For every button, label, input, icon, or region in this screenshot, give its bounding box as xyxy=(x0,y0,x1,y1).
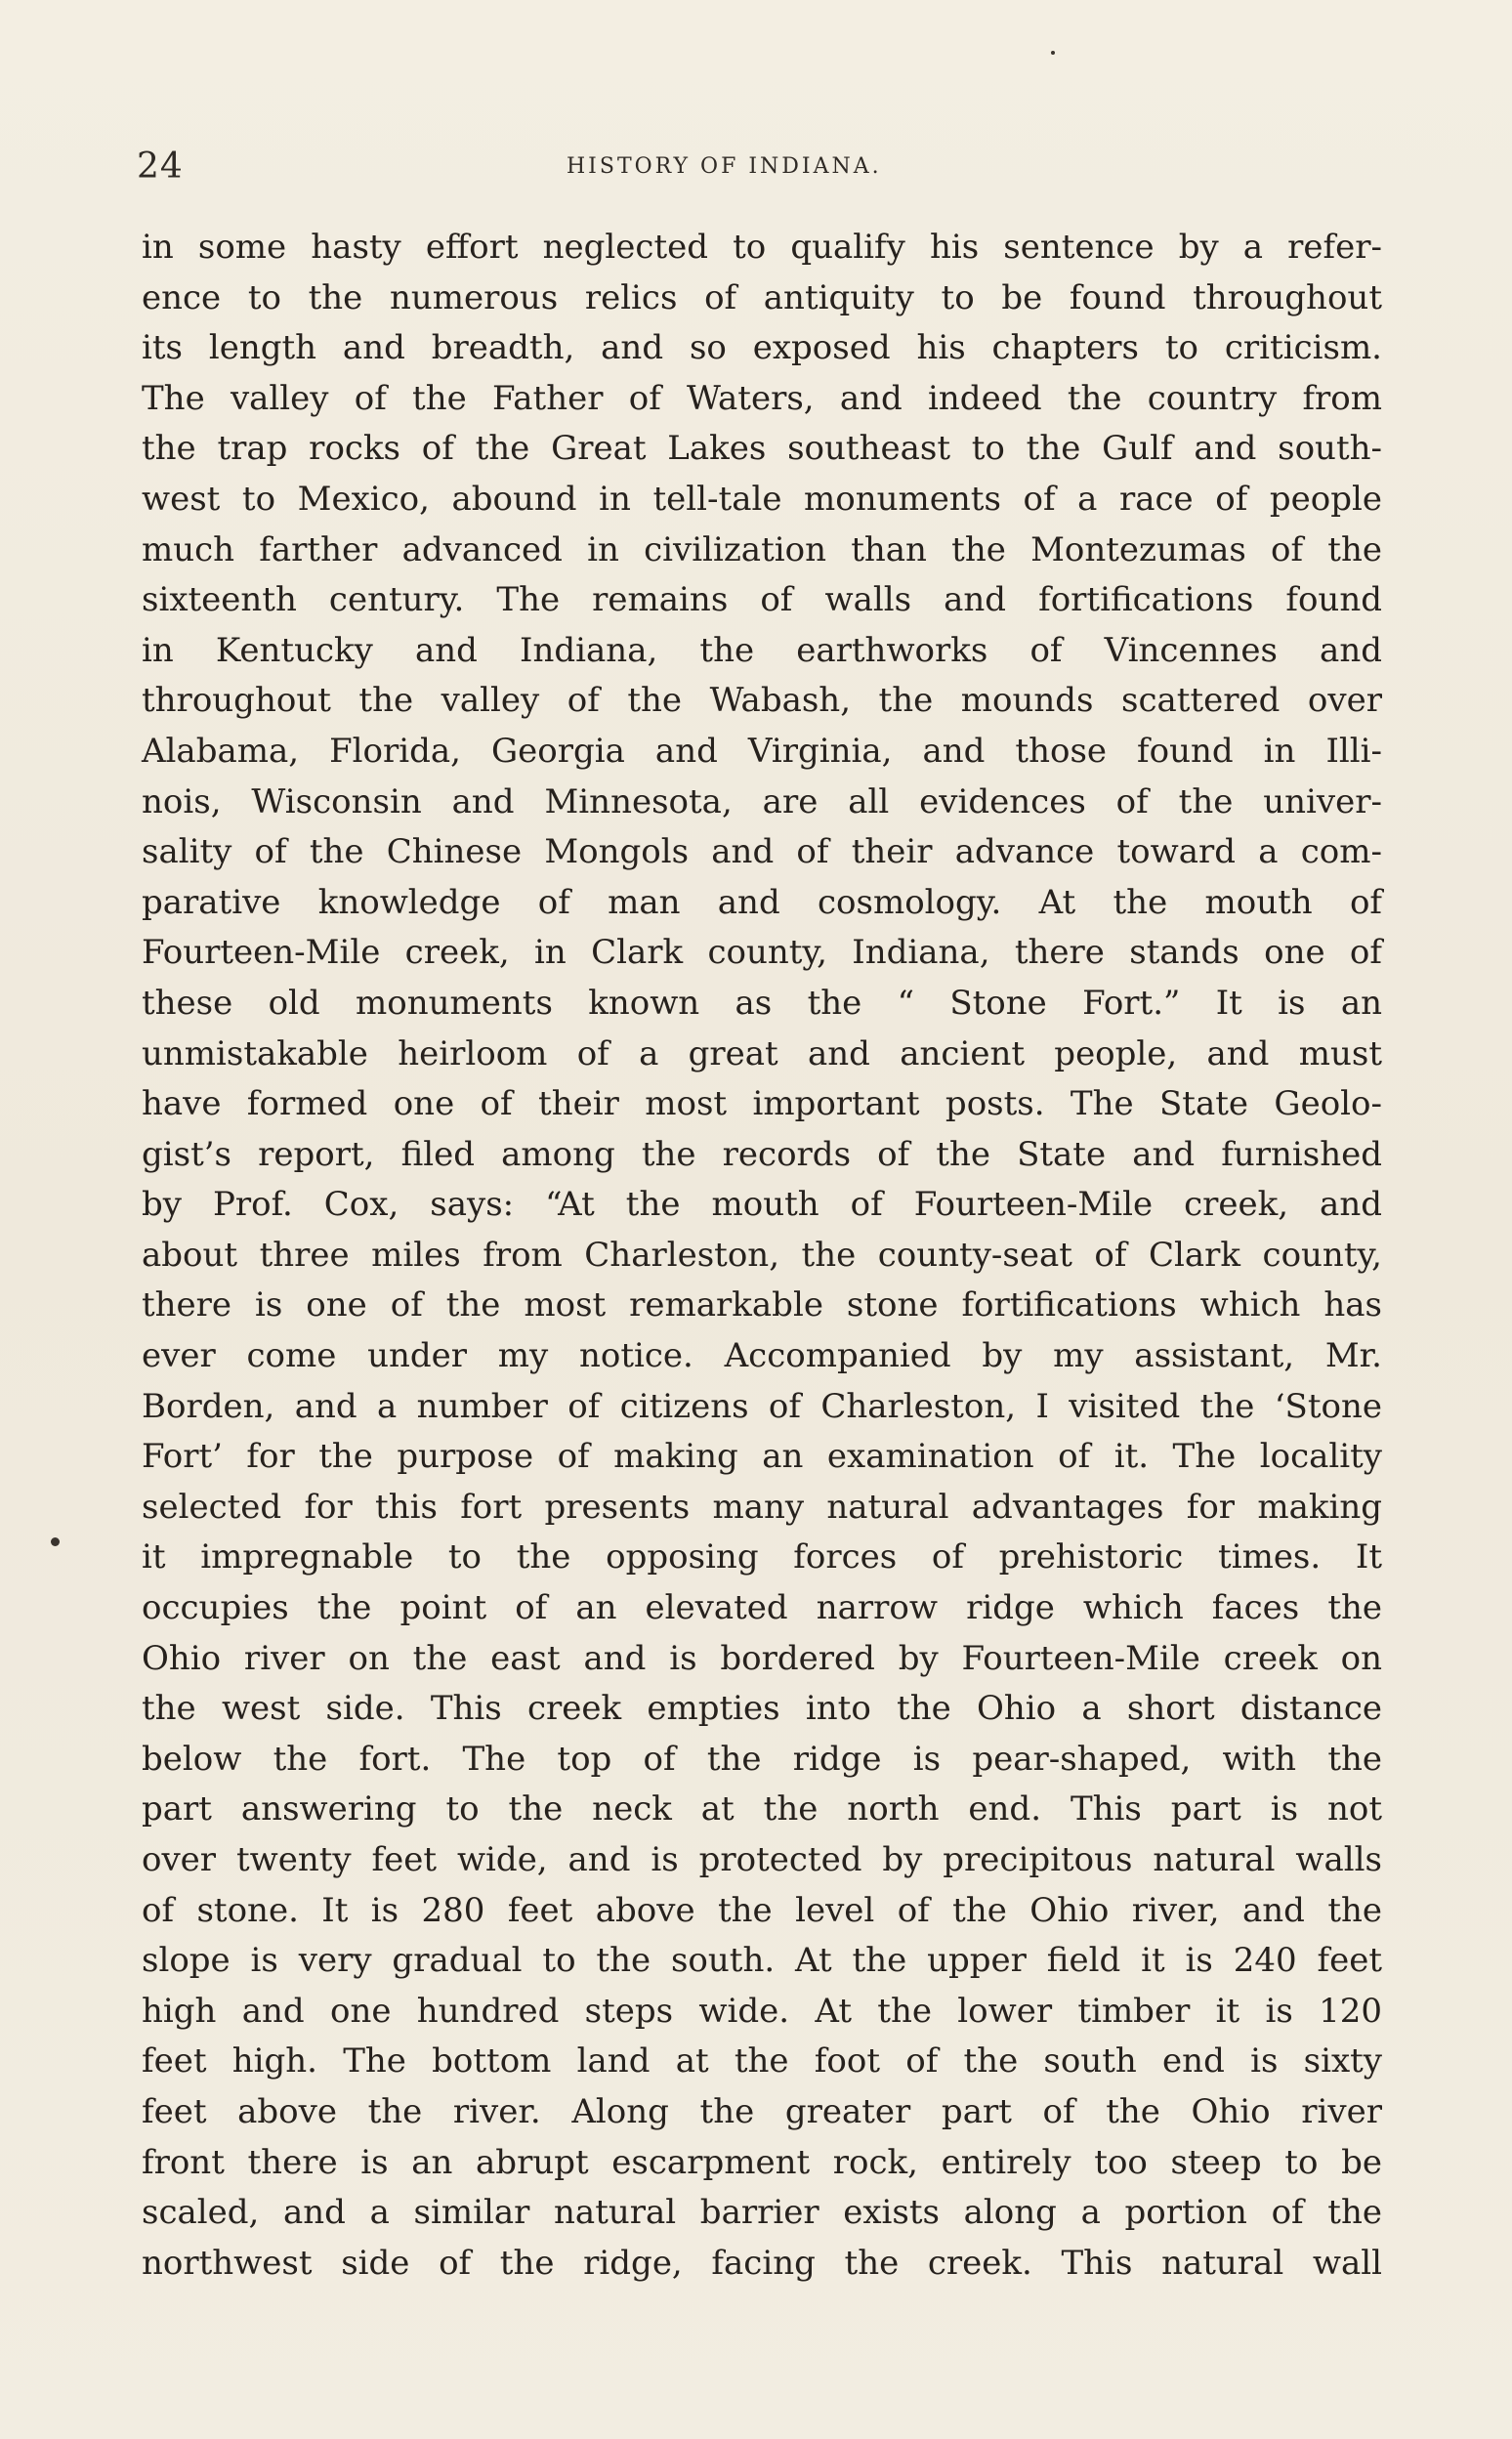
text-line: Fort’ for the purpose of making an examination of it. The locality xyxy=(142,1437,1382,1477)
text-line: its length and breadth, and so exposed his chapters to criticism. xyxy=(142,328,1382,368)
body-text xyxy=(142,223,1382,2289)
text-line: have formed one of their most important posts. The State Geolo- xyxy=(142,1084,1382,1124)
text-line: much farther advanced in civilization than the Montezumas of the xyxy=(142,529,1382,569)
text-line: Alabama, Florida, Georgia and Virginia, and those found in Illi- xyxy=(142,731,1382,771)
ink-speck xyxy=(1051,51,1055,55)
text-line: these old monuments known as the “ Stone Fort.” It is an xyxy=(142,983,1382,1023)
text-line: in Kentucky and Indiana, the earthworks of Vincennes and xyxy=(142,630,1382,670)
ink-speck xyxy=(51,1537,60,1546)
text-line: of stone. It is 280 feet above the level of the Ohio river, and the xyxy=(142,1890,1382,1930)
text-line: selected for this fort presents many natural advantages for making xyxy=(142,1487,1382,1527)
text-line: throughout the valley of the Wabash, the mounds scattered over xyxy=(142,681,1382,721)
text-line: feet above the river. Along the greater part of the Ohio river xyxy=(142,2091,1382,2131)
text-line: Borden, and a number of citizens of Charleston, I visited the ‘Stone xyxy=(142,1386,1382,1426)
text-line: gist’s report, filed among the records of the State and furnished xyxy=(142,1134,1382,1174)
text-line: over twenty feet wide, and is protected by precipitous natural walls xyxy=(142,1840,1382,1879)
text-line: the trap rocks of the Great Lakes southeast to the Gulf and south- xyxy=(142,429,1382,469)
text-line: the west side. This creek empties into the Ohio a short distance xyxy=(142,1689,1382,1729)
text-line: feet high. The bottom land at the foot of the south end is sixty xyxy=(142,2041,1382,2082)
text-line: northwest side of the ridge, facing the creek. This natural wall xyxy=(142,2243,1382,2283)
text-line: ence to the numerous relics of antiquity to be found throughout xyxy=(142,277,1382,317)
text-line: slope is very gradual to the south. At the upper field it is 240 feet xyxy=(142,1941,1382,1981)
text-line: nois, Wisconsin and Minnesota, are all evidences of the univer- xyxy=(142,781,1382,821)
text-line: part answering to the neck at the north end. This part is not xyxy=(142,1789,1382,1829)
text-line: The valley of the Father of Waters, and indeed the country from xyxy=(142,378,1382,418)
running-head: HISTORY OF INDIANA. xyxy=(567,154,882,179)
text-line: front there is an abrupt escarpment rock, entirely too steep to be xyxy=(142,2142,1382,2182)
text-line: Ohio river on the east and is bordered by Fourteen-Mile creek on xyxy=(142,1638,1382,1678)
text-line: in some hasty effort neglected to qualify his sentence by a refer- xyxy=(142,228,1382,267)
text-line: by Prof. Cox, says: “At the mouth of Fourteen-Mile creek, and xyxy=(142,1185,1382,1225)
text-line: scaled, and a similar natural barrier exists along a portion of the xyxy=(142,2193,1382,2233)
text-line: about three miles from Charleston, the county-seat of Clark county, xyxy=(142,1235,1382,1275)
text-line: sality of the Chinese Mongols and of their advance toward a com- xyxy=(142,832,1382,872)
text-line: ever come under my notice. Accompanied by my assistant, Mr. xyxy=(142,1336,1382,1376)
text-line: parative knowledge of man and cosmology. At the mouth of xyxy=(142,882,1382,922)
text-line: sixteenth century. The remains of walls and fortifications found xyxy=(142,580,1382,620)
text-line: occupies the point of an elevated narrow ridge which faces the xyxy=(142,1588,1382,1628)
page-number: 24 xyxy=(137,147,184,187)
text-line: west to Mexico, abound in tell-tale monuments of a race of people xyxy=(142,479,1382,519)
text-line: high and one hundred steps wide. At the lower timber it is 120 xyxy=(142,1991,1382,2031)
text-line: unmistakable heirloom of a great and ancient people, and must xyxy=(142,1033,1382,1073)
text-line: it impregnable to the opposing forces of prehistoric times. It xyxy=(142,1537,1382,1577)
text-line: Fourteen-Mile creek, in Clark county, Indiana, there stands one of xyxy=(142,933,1382,973)
text-line: below the fort. The top of the ridge is pear-shaped, with the xyxy=(142,1739,1382,1779)
page-header xyxy=(137,147,1387,189)
text-line: there is one of the most remarkable stone fortifications which has xyxy=(142,1285,1382,1325)
